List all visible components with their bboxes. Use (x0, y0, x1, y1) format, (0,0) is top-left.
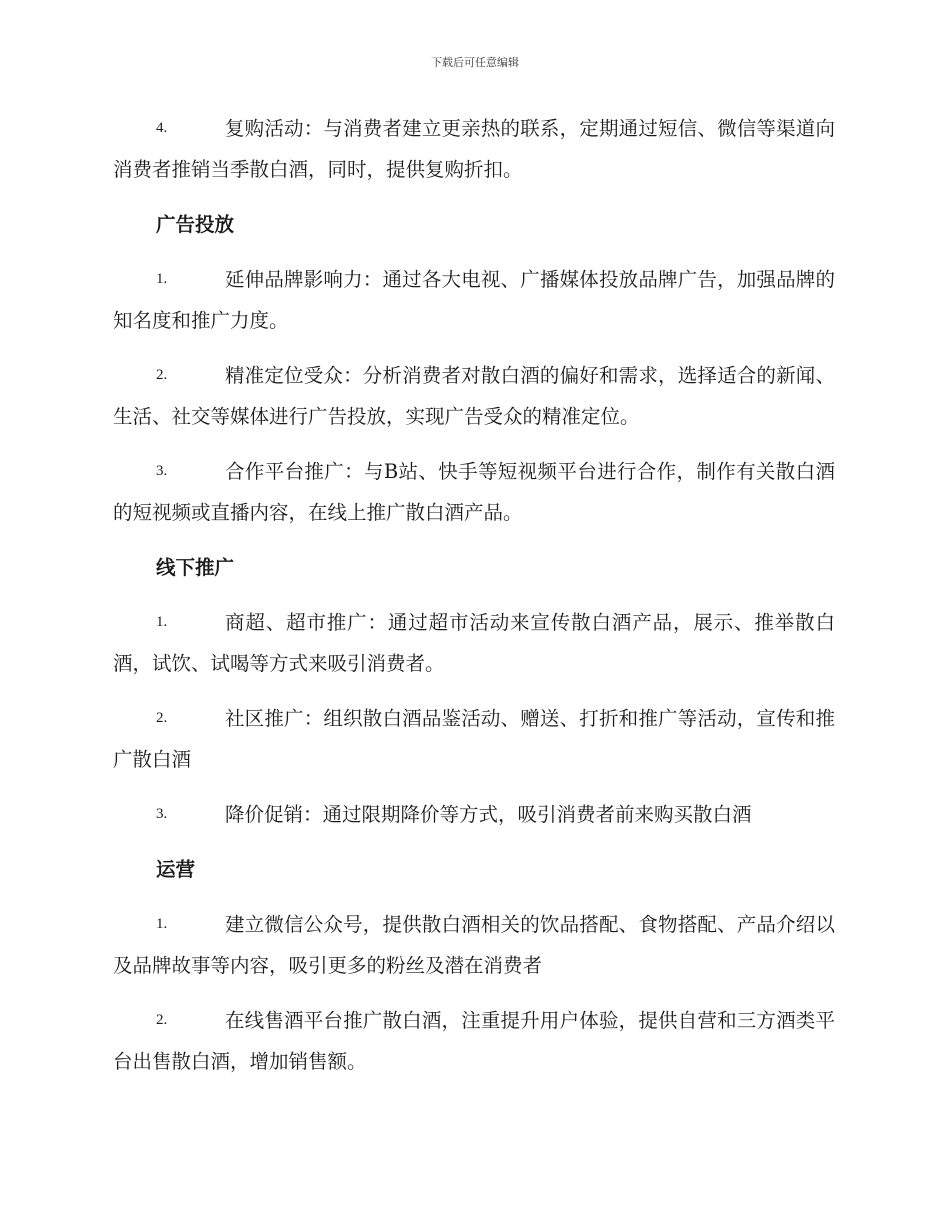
list-item (113, 698, 835, 780)
item-text: 社区推广：组织散白酒品鉴活动、赠送、打折和推广等活动，宣传和推广散白酒 (113, 707, 835, 771)
item-number: 1. (156, 916, 168, 932)
list-item (113, 794, 835, 835)
item-number: 1. (156, 614, 168, 630)
document-body (113, 108, 835, 1096)
item-text: 建立微信公众号，提供散白酒相关的饮品搭配、食物搭配、产品介绍以及品牌故事等内容，吸引更多的粉丝及潜在消费者 (113, 913, 835, 977)
list-item (113, 355, 835, 437)
item-number: 2. (156, 710, 168, 726)
list-item (113, 108, 835, 190)
section-heading: 运营 (156, 858, 196, 881)
item-number: 1. (156, 271, 168, 287)
list-item (113, 904, 835, 986)
item-number: 4. (156, 120, 168, 136)
item-text: 延伸品牌影响力：通过各大电视、广播媒体投放品牌广告，加强品牌的知名度和推广力度。 (113, 268, 835, 332)
page-header: 下载后可任意编辑 (431, 56, 519, 69)
item-text: 在线售酒平台推广散白酒，注重提升用户体验，提供自营和三方酒类平台出售散白酒，增加销售额。 (113, 1009, 835, 1073)
item-number: 3. (156, 806, 168, 822)
list-item (113, 1000, 835, 1082)
item-number: 2. (156, 367, 168, 383)
item-text: 商超、超市推广：通过超市活动来宣传散白酒产品，展示、推举散白酒，试饮、试喝等方式来吸引消费者。 (113, 611, 835, 675)
section-heading: 广告投放 (156, 213, 235, 236)
item-number: 2. (156, 1012, 168, 1028)
item-number: 3. (156, 463, 168, 479)
item-text: 复购活动：与消费者建立更亲热的联系，定期通过短信、微信等渠道向消费者推销当季散白酒，同时，提供复购折扣。 (113, 117, 835, 181)
list-item (113, 602, 835, 684)
item-text: 精准定位受众：分析消费者对散白酒的偏好和需求，选择适合的新闻、生活、社交等媒体进行广告投放，实现广告受众的精准定位。 (113, 364, 835, 428)
list-item (113, 451, 835, 533)
item-text: 降价促销：通过限期降价等方式，吸引消费者前来购买散白酒 (225, 803, 752, 826)
list-item (113, 259, 835, 341)
section-heading: 线下推广 (156, 556, 235, 579)
item-text: 合作平台推广：与B站、快手等短视频平台进行合作，制作有关散白酒的短视频或直播内容，在线上推广散白酒产品。 (113, 460, 835, 524)
